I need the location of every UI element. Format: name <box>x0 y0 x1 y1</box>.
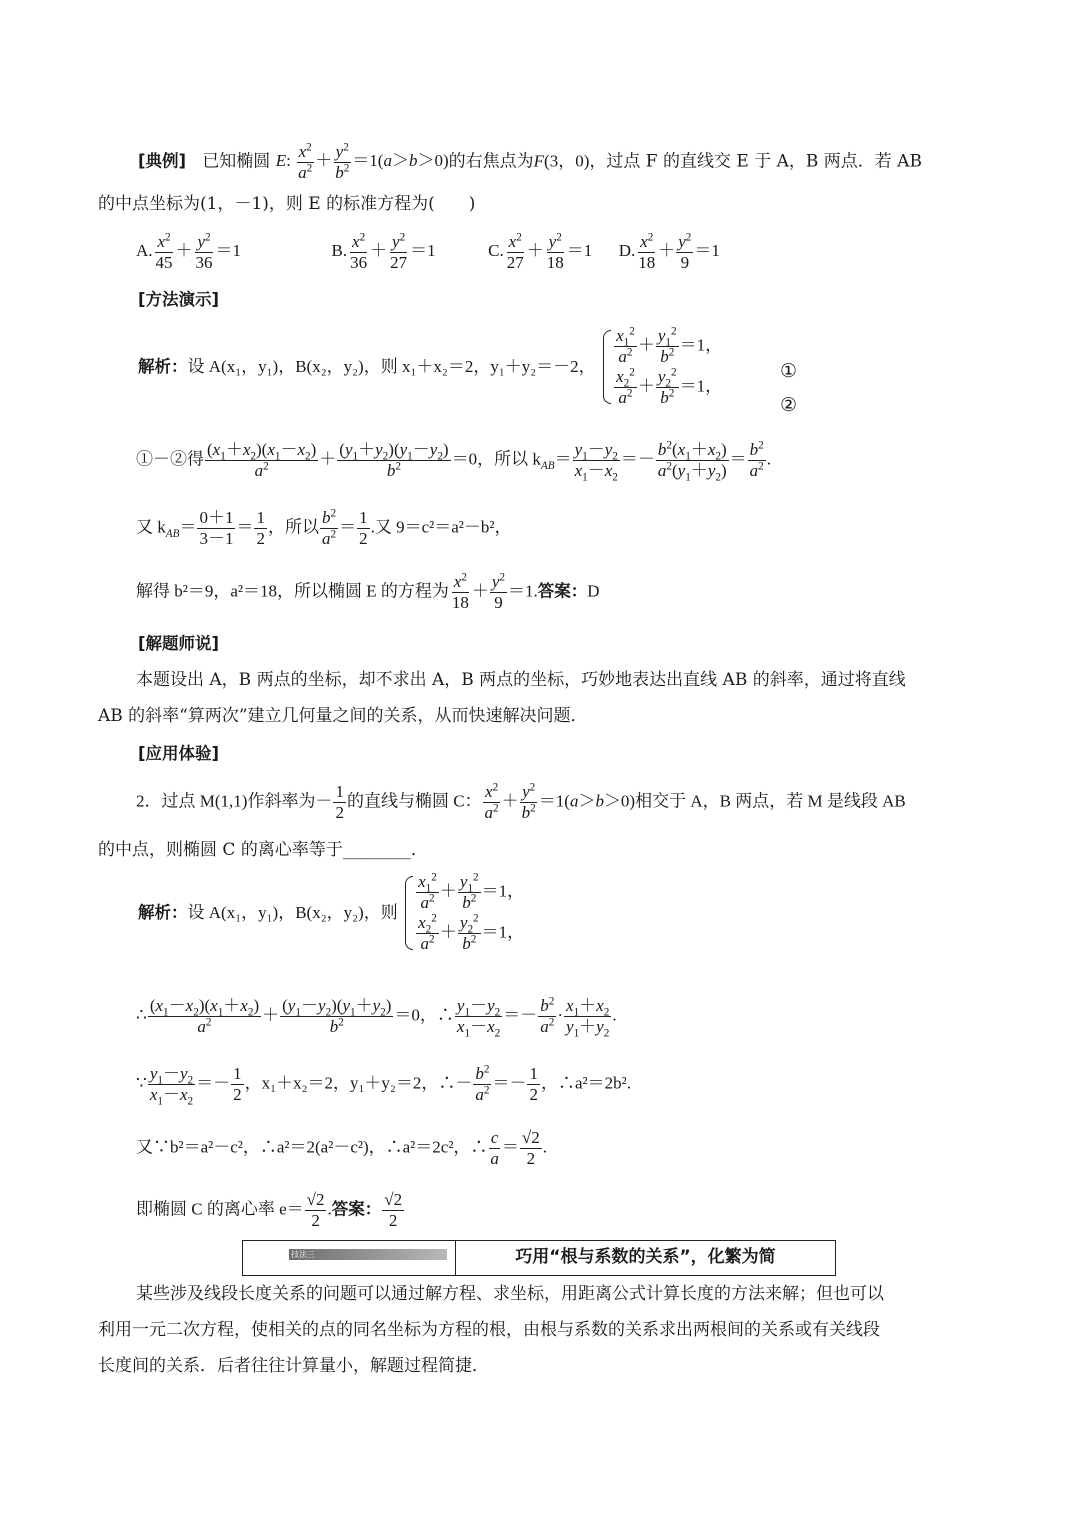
equation-system-1: $\frac{x_1^2}{a^2}$ ＋ $\frac{y_1^2}{b^2}$ ＝1， $\frac{x_2^2}{a^2}$ ＋ $\frac{y_2^2}{b^2}$ ＝1， <box>601 326 722 408</box>
technique-tag <box>243 1241 456 1275</box>
example-lead: 已知椭圆 <box>202 151 271 172</box>
example-mid: 的右焦点为 <box>448 151 534 172</box>
solution2-setup: 设 A(x₁，y₁)，B(x₂，y₂)，则 <box>187 903 398 922</box>
example-line-1: [典例] 已知椭圆 E: $\frac{x^2}{a^2}$ ＋ $\frac{y^2}{b^2}$ ＝1(a＞b＞0)的右焦点为F(3，0)，过点 F 的直线交 E 于 A，B 两点．若 AB <box>138 141 922 182</box>
solution1-setup: 设 A(x₁，y₁)，B(x₂，y₂)，则 x₁＋x₂＝2，y₁＋y₂＝－2， <box>187 357 596 376</box>
answer2-label: 答案： <box>331 1199 382 1219</box>
equation-mark-2: ② <box>780 394 798 416</box>
solution1-label: 解析： <box>138 357 188 376</box>
teacher-text-2: AB 的斜率“算两次”建立几何量之间的关系，从而快速解决问题． <box>98 706 588 726</box>
problem2-line-2: 的中点，则椭圆 C 的离心率等于________． <box>98 840 428 860</box>
solution1-step2: ①－②得 $\frac{(x_1+x_2)(x_1-x_2)}{a^2}$ ＋ $\frac{(y_1+y_2)(y_1-y_2)}{b^2}$ ＝0，所以 $k_{AB}=$ $\frac{y_1-y_2}{x_1-x_2}$ ＝－ $\frac{b^2(x_1+x_2)}{a^2(y_1+y_2)}$ ＝ $\frac{b^2}{a^2}$ . <box>136 439 771 484</box>
solution2-step5: 即椭圆 C 的离心率 e＝ $\frac{√2}{2}$ .答案： $\frac{√2}{2}$ <box>136 1190 403 1230</box>
solution1-step3: 又 $k_{AB}=$ $\frac{0+1}{3-1}$ ＝ $\frac{1}{2}$ ，所以 $\frac{b^2}{a^2}$ ＝ $\frac{1}{2}$ .又 9＝c²＝a²－b²， <box>136 507 512 548</box>
closing-text-1: 某些涉及线段长度关系的问题可以通过解方程、求坐标，用距离公式计算长度的方法来解；但也可以 <box>136 1284 884 1304</box>
equation-system-2: $\frac{x_1^2}{a^2}$ ＋ $\frac{y_1^2}{b^2}$ ＝1， $\frac{x_2^2}{a^2}$ ＋ $\frac{y_2^2}{b^2}$ ＝1， <box>403 872 524 954</box>
closing-text-3: 长度间的关系．后者往往计算量小，解题过程简捷． <box>98 1356 489 1376</box>
example-heading: [典例] <box>138 151 187 171</box>
method-heading: [方法演示] <box>138 290 220 309</box>
technique-tag-label: 技法三 <box>291 1250 315 1259</box>
solution1-system-line <box>138 326 722 408</box>
technique-title: 巧用“根与系数的关系”，化繁为简 <box>515 1247 776 1267</box>
example-options <box>136 232 720 273</box>
solution2-system-line <box>138 872 524 954</box>
option-c: C. $\frac{x^2}{27}$ ＋ $\frac{y^2}{18}$ ＝1 <box>488 231 593 272</box>
ellipse-equation: E: $\frac{x^2}{a^2}$ ＋ $\frac{y^2}{b^2}$ ＝1(a＞b＞0) <box>275 141 449 182</box>
option-b: B. $\frac{x^2}{36}$ ＋ $\frac{y^2}{27}$ ＝1 <box>331 231 436 272</box>
answer1-label: 答案： <box>537 581 588 601</box>
practice-heading: [应用体验] <box>138 744 220 763</box>
option-d: D. $\frac{x^2}{18}$ ＋ $\frac{y^2}{9}$ ＝1 <box>618 231 720 272</box>
example-line-2: 的中点坐标为(1，－1)，则 E 的标准方程为( ) <box>98 194 476 214</box>
solution2-step4: 又∵b²＝a²－c²，∴a²＝2(a²－c²)，∴a²＝2c²，∴ $\frac{c}{a}$ ＝ $\frac{√2}{2}$ . <box>136 1128 548 1168</box>
option-a: A. $\frac{x^2}{45}$ ＋ $\frac{y^2}{36}$ ＝1 <box>136 231 242 272</box>
answer2-value: $\frac{√2}{2}$ <box>384 1190 403 1230</box>
answer1-value: D <box>587 581 600 601</box>
closing-text-2: 利用一元二次方程，使相关的点的同名坐标为方程的根，由根与系数的关系求出两根间的关系或有关线段 <box>98 1320 880 1340</box>
example-end: ，过点 F 的直线交 E 于 A，B 两点．若 AB <box>589 151 922 172</box>
solution2-step2: ∴ $\frac{(x_1-x_2)(x_1+x_2)}{a^2}$ ＋ $\frac{(y_1-y_2)(y_1+y_2)}{b^2}$ ＝0，∴ $\frac{y_1-y_2}{x_1-x_2}$ ＝－ $\frac{b^2}{a^2}$ · $\frac{x_1+x_2}{y_1+y_2}$ . <box>136 995 617 1040</box>
teacher-heading: [解题师说] <box>138 634 220 653</box>
problem2-line-1: 2．过点 M(1,1)作斜率为－ $\frac{1}{2}$ 的直线与椭圆 C： $\frac{x^2}{a^2}$ ＋ $\frac{y^2}{b^2}$ ＝1(a＞b＞0)相交于 A，B 两点，若 M 是线段 AB <box>136 781 906 822</box>
solution1-step4: 解得 b²＝9，a²＝18，所以椭圆 E 的方程为 $\frac{x^2}{18}$ ＋ $\frac{y^2}{9}$ ＝1.答案：D <box>136 571 600 612</box>
technique-banner <box>242 1240 836 1276</box>
equation-mark-1: ① <box>780 360 798 382</box>
solution2-step3: ∵ $\frac{y_1-y_2}{x_1-x_2}$ ＝－ $\frac{1}{2}$ ，x₁＋x₂＝2，y₁＋y₂＝2，∴－ $\frac{b^2}{a^2}$ ＝－ $\frac{1}{2}$ ，∴a²＝2b². <box>136 1063 631 1108</box>
solution2-label: 解析： <box>138 903 188 922</box>
teacher-text-1: 本题设出 A，B 两点的坐标，却不求出 A，B 两点的坐标，巧妙地表达出直线 AB 的斜率，通过将直线 <box>136 670 906 690</box>
